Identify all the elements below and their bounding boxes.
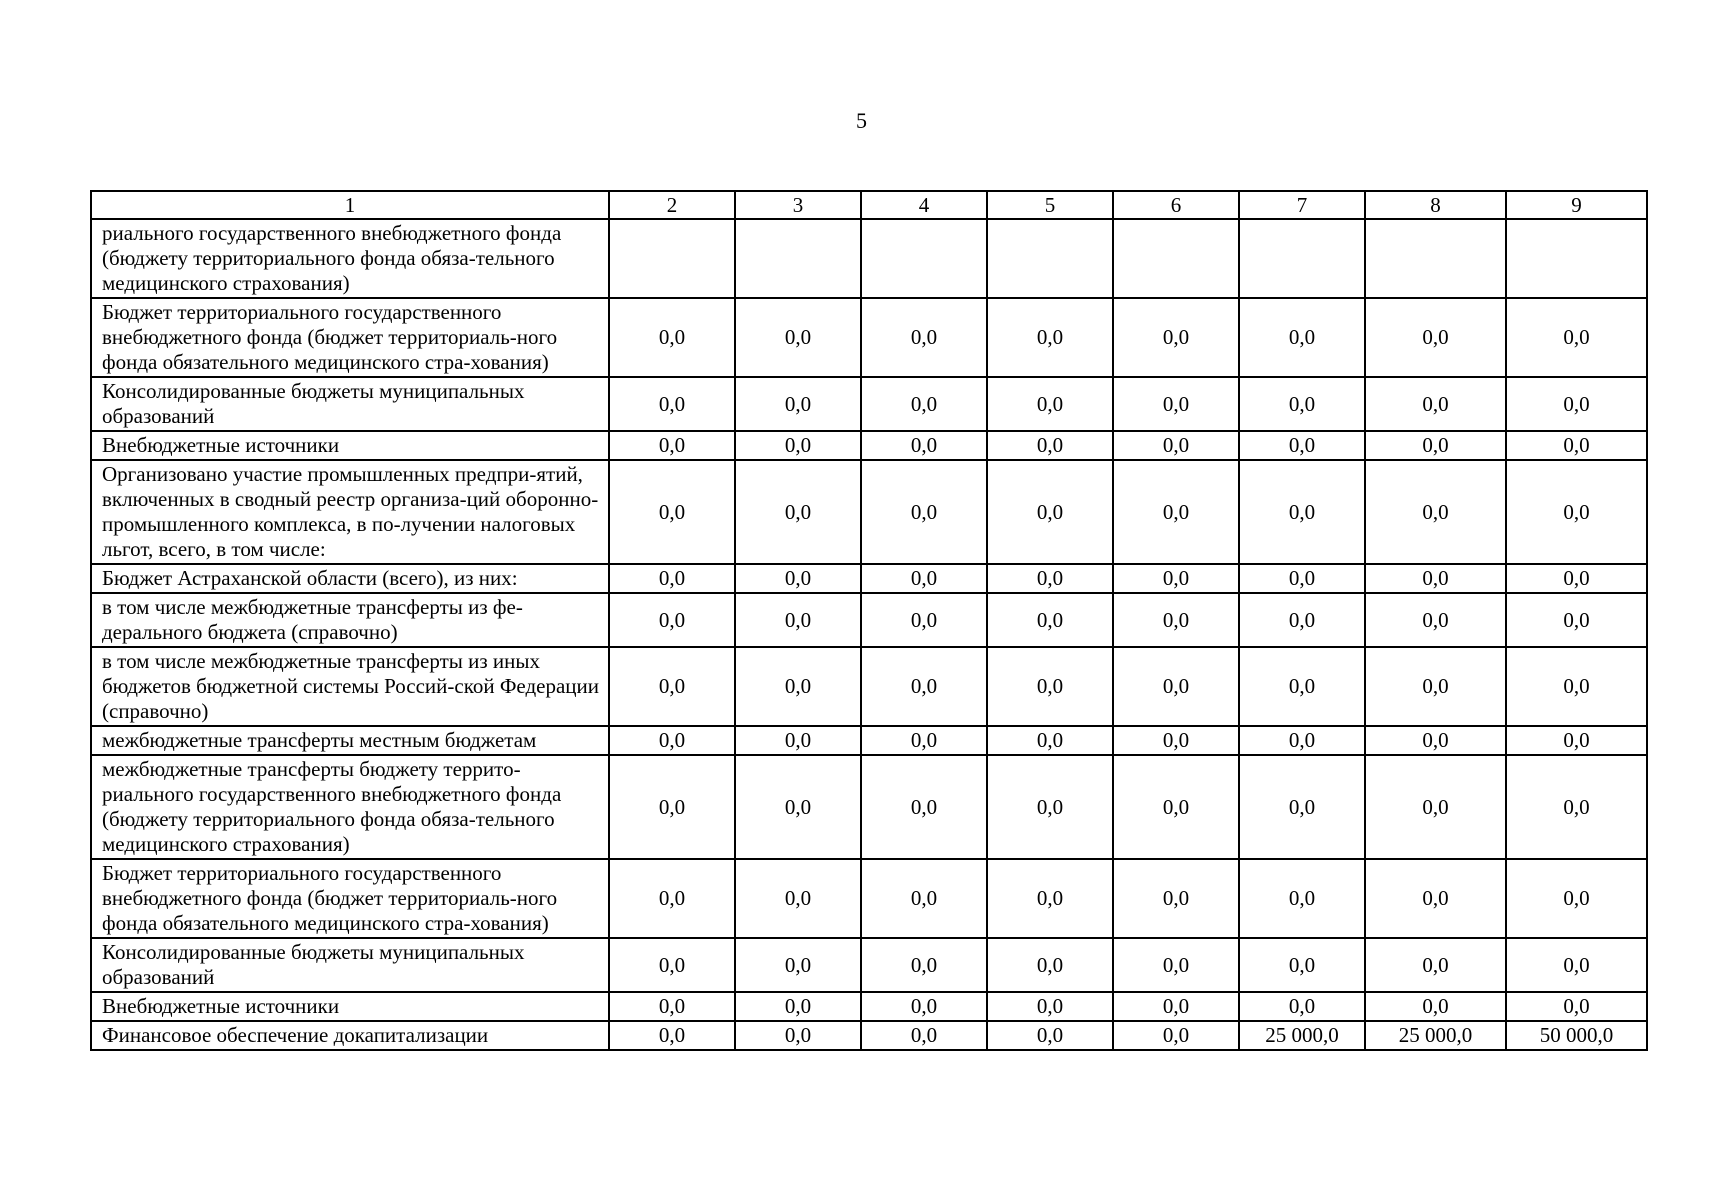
- row-label: Бюджет Астраханской области (всего), из них:: [91, 564, 609, 593]
- row-label: Бюджет территориального государственного внебюджетного фонда (бюджет территориаль-ного фонда обязательного медицинского стра-хования): [91, 859, 609, 938]
- value-cell-col-9: 0,0: [1506, 377, 1647, 431]
- row-label: Организовано участие промышленных предпри-ятий, включенных в сводный реестр организа-ций оборонно-промышленного комплекса, в по-лучении налоговых льгот, всего, в том числе:: [91, 460, 609, 564]
- value-cell-col-3: 0,0: [735, 298, 861, 377]
- value-cell-col-2: 0,0: [609, 460, 735, 564]
- value-cell-col-2: 0,0: [609, 938, 735, 992]
- value-cell-col-5: 0,0: [987, 593, 1113, 647]
- value-cell-col-8: 0,0: [1365, 938, 1506, 992]
- row-label: Финансовое обеспечение докапитализации: [91, 1021, 609, 1050]
- value-cell-col-2: 0,0: [609, 431, 735, 460]
- value-cell-col-5: 0,0: [987, 992, 1113, 1021]
- row-label: межбюджетные трансферты бюджету террито-риального государственного внебюджетного фонда (бюджету территориального фонда обяза-тельного медицинского страхования): [91, 755, 609, 859]
- value-cell-col-2: 0,0: [609, 377, 735, 431]
- table-row: [91, 859, 1647, 938]
- value-cell-col-6: 0,0: [1113, 726, 1239, 755]
- value-cell-col-8: 0,0: [1365, 298, 1506, 377]
- value-cell-col-8: 0,0: [1365, 460, 1506, 564]
- value-cell-col-5: 0,0: [987, 1021, 1113, 1050]
- value-cell-col-7: 0,0: [1239, 726, 1365, 755]
- row-label: в том числе межбюджетные трансферты из иных бюджетов бюджетной системы Россий-ской Федерации (справочно): [91, 647, 609, 726]
- table-row: [91, 593, 1647, 647]
- value-cell-col-3: 0,0: [735, 460, 861, 564]
- value-cell-col-7: 0,0: [1239, 593, 1365, 647]
- value-cell-col-3: 0,0: [735, 593, 861, 647]
- table-row: [91, 298, 1647, 377]
- header-cell: 3: [735, 191, 861, 219]
- value-cell-col-4: 0,0: [861, 593, 987, 647]
- value-cell-col-8: 0,0: [1365, 377, 1506, 431]
- row-label: Бюджет территориального государственного внебюджетного фонда (бюджет территориаль-ного фонда обязательного медицинского стра-хования): [91, 298, 609, 377]
- value-cell-col-4: 0,0: [861, 1021, 987, 1050]
- table-body: [91, 219, 1647, 1050]
- value-cell-col-8: 0,0: [1365, 726, 1506, 755]
- value-cell-col-7: 25 000,0: [1239, 1021, 1365, 1050]
- value-cell-col-5: 0,0: [987, 298, 1113, 377]
- value-cell-col-6: 0,0: [1113, 1021, 1239, 1050]
- value-cell-col-4: 0,0: [861, 938, 987, 992]
- value-cell-col-9: 0,0: [1506, 992, 1647, 1021]
- value-cell-col-3: 0,0: [735, 431, 861, 460]
- table-row: [91, 460, 1647, 564]
- value-cell-col-5: [987, 219, 1113, 298]
- header-cell: 6: [1113, 191, 1239, 219]
- row-label: Консолидированные бюджеты муниципальных образований: [91, 377, 609, 431]
- header-cell: 1: [91, 191, 609, 219]
- value-cell-col-6: 0,0: [1113, 298, 1239, 377]
- value-cell-col-2: 0,0: [609, 564, 735, 593]
- table-row: [91, 726, 1647, 755]
- value-cell-col-5: 0,0: [987, 460, 1113, 564]
- value-cell-col-4: 0,0: [861, 298, 987, 377]
- value-cell-col-5: 0,0: [987, 938, 1113, 992]
- value-cell-col-4: 0,0: [861, 859, 987, 938]
- value-cell-col-3: 0,0: [735, 755, 861, 859]
- value-cell-col-3: 0,0: [735, 859, 861, 938]
- value-cell-col-5: 0,0: [987, 859, 1113, 938]
- value-cell-col-6: [1113, 219, 1239, 298]
- value-cell-col-3: 0,0: [735, 1021, 861, 1050]
- value-cell-col-6: 0,0: [1113, 755, 1239, 859]
- value-cell-col-7: 0,0: [1239, 647, 1365, 726]
- table-row: [91, 938, 1647, 992]
- value-cell-col-8: [1365, 219, 1506, 298]
- value-cell-col-9: 0,0: [1506, 859, 1647, 938]
- value-cell-col-3: 0,0: [735, 564, 861, 593]
- value-cell-col-9: 0,0: [1506, 755, 1647, 859]
- row-label: риального государственного внебюджетного фонда (бюджету территориального фонда обяза-тельного медицинского страхования): [91, 219, 609, 298]
- table-row: [91, 431, 1647, 460]
- value-cell-col-2: 0,0: [609, 1021, 735, 1050]
- value-cell-col-2: 0,0: [609, 755, 735, 859]
- row-label: Консолидированные бюджеты муниципальных образований: [91, 938, 609, 992]
- value-cell-col-7: 0,0: [1239, 755, 1365, 859]
- value-cell-col-7: 0,0: [1239, 564, 1365, 593]
- value-cell-col-9: 0,0: [1506, 647, 1647, 726]
- value-cell-col-9: 0,0: [1506, 726, 1647, 755]
- table-row: [91, 219, 1647, 298]
- value-cell-col-9: 0,0: [1506, 298, 1647, 377]
- value-cell-col-7: 0,0: [1239, 992, 1365, 1021]
- value-cell-col-3: 0,0: [735, 647, 861, 726]
- value-cell-col-2: 0,0: [609, 992, 735, 1021]
- header-cell: 4: [861, 191, 987, 219]
- value-cell-col-4: 0,0: [861, 377, 987, 431]
- value-cell-col-9: 0,0: [1506, 564, 1647, 593]
- value-cell-col-6: 0,0: [1113, 859, 1239, 938]
- table-row: [91, 992, 1647, 1021]
- value-cell-col-6: 0,0: [1113, 377, 1239, 431]
- header-cell: 5: [987, 191, 1113, 219]
- header-cell: 7: [1239, 191, 1365, 219]
- value-cell-col-3: 0,0: [735, 938, 861, 992]
- value-cell-col-9: 0,0: [1506, 431, 1647, 460]
- value-cell-col-9: 0,0: [1506, 938, 1647, 992]
- table-row: [91, 377, 1647, 431]
- value-cell-col-2: 0,0: [609, 593, 735, 647]
- header-row: [91, 191, 1647, 219]
- value-cell-col-8: 25 000,0: [1365, 1021, 1506, 1050]
- header-cell: 9: [1506, 191, 1647, 219]
- financing-table: [90, 190, 1648, 1051]
- value-cell-col-6: 0,0: [1113, 647, 1239, 726]
- value-cell-col-3: [735, 219, 861, 298]
- value-cell-col-6: 0,0: [1113, 460, 1239, 564]
- value-cell-col-7: 0,0: [1239, 938, 1365, 992]
- row-label: межбюджетные трансферты местным бюджетам: [91, 726, 609, 755]
- value-cell-col-6: 0,0: [1113, 431, 1239, 460]
- value-cell-col-7: 0,0: [1239, 377, 1365, 431]
- table-row: [91, 1021, 1647, 1050]
- value-cell-col-8: 0,0: [1365, 431, 1506, 460]
- value-cell-col-2: 0,0: [609, 647, 735, 726]
- value-cell-col-8: 0,0: [1365, 564, 1506, 593]
- value-cell-col-4: 0,0: [861, 726, 987, 755]
- value-cell-col-5: 0,0: [987, 431, 1113, 460]
- value-cell-col-7: 0,0: [1239, 460, 1365, 564]
- value-cell-col-6: 0,0: [1113, 564, 1239, 593]
- value-cell-col-8: 0,0: [1365, 593, 1506, 647]
- value-cell-col-7: 0,0: [1239, 859, 1365, 938]
- value-cell-col-2: 0,0: [609, 298, 735, 377]
- value-cell-col-2: 0,0: [609, 859, 735, 938]
- value-cell-col-4: 0,0: [861, 647, 987, 726]
- value-cell-col-5: 0,0: [987, 564, 1113, 593]
- row-label: Внебюджетные источники: [91, 431, 609, 460]
- value-cell-col-3: 0,0: [735, 992, 861, 1021]
- value-cell-col-2: [609, 219, 735, 298]
- value-cell-col-6: 0,0: [1113, 593, 1239, 647]
- value-cell-col-4: [861, 219, 987, 298]
- value-cell-col-8: 0,0: [1365, 647, 1506, 726]
- value-cell-col-6: 0,0: [1113, 992, 1239, 1021]
- value-cell-col-9: [1506, 219, 1647, 298]
- row-label: в том числе межбюджетные трансферты из фе-дерального бюджета (справочно): [91, 593, 609, 647]
- row-label: Внебюджетные источники: [91, 992, 609, 1021]
- value-cell-col-6: 0,0: [1113, 938, 1239, 992]
- value-cell-col-4: 0,0: [861, 460, 987, 564]
- value-cell-col-2: 0,0: [609, 726, 735, 755]
- value-cell-col-4: 0,0: [861, 564, 987, 593]
- value-cell-col-4: 0,0: [861, 431, 987, 460]
- value-cell-col-8: 0,0: [1365, 859, 1506, 938]
- page-number: 5: [856, 108, 867, 133]
- header-cell: 2: [609, 191, 735, 219]
- value-cell-col-3: 0,0: [735, 726, 861, 755]
- value-cell-col-7: 0,0: [1239, 298, 1365, 377]
- value-cell-col-9: 50 000,0: [1506, 1021, 1647, 1050]
- value-cell-col-8: 0,0: [1365, 755, 1506, 859]
- value-cell-col-7: 0,0: [1239, 431, 1365, 460]
- value-cell-col-3: 0,0: [735, 377, 861, 431]
- table-row: [91, 647, 1647, 726]
- value-cell-col-5: 0,0: [987, 755, 1113, 859]
- value-cell-col-9: 0,0: [1506, 593, 1647, 647]
- value-cell-col-5: 0,0: [987, 726, 1113, 755]
- value-cell-col-4: 0,0: [861, 755, 987, 859]
- value-cell-col-8: 0,0: [1365, 992, 1506, 1021]
- value-cell-col-9: 0,0: [1506, 460, 1647, 564]
- value-cell-col-5: 0,0: [987, 647, 1113, 726]
- header-cell: 8: [1365, 191, 1506, 219]
- table-row: [91, 564, 1647, 593]
- value-cell-col-4: 0,0: [861, 992, 987, 1021]
- value-cell-col-7: [1239, 219, 1365, 298]
- value-cell-col-5: 0,0: [987, 377, 1113, 431]
- table-row: [91, 755, 1647, 859]
